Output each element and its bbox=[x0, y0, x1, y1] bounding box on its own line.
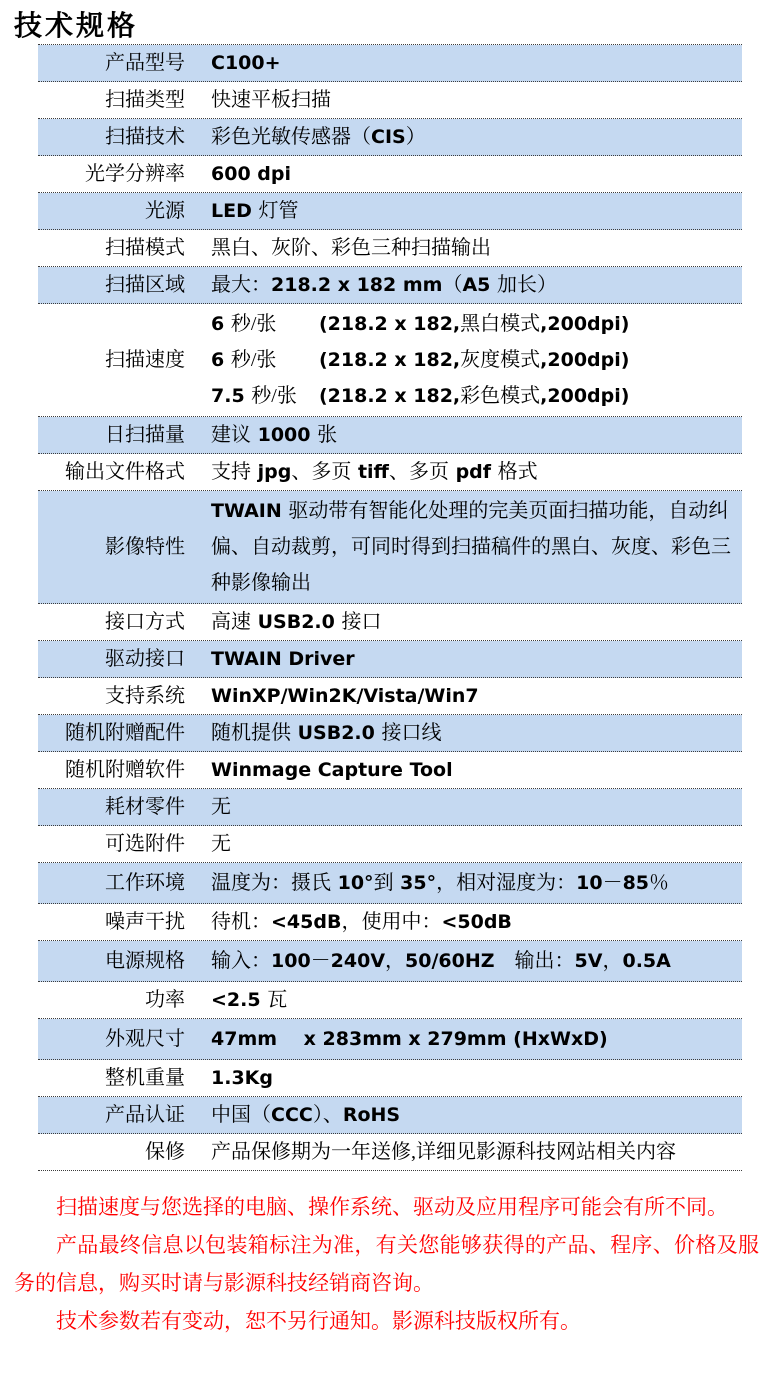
spec-value: TWAIN 驱动带有智能化处理的完美页面扫描功能，自动纠偏、自动裁剪，可同时得到扫描稿件的黑白、灰度、彩色三种影像输出 bbox=[211, 500, 731, 594]
table-row bbox=[38, 604, 742, 641]
spec-value bbox=[211, 306, 742, 414]
table-row bbox=[38, 678, 742, 715]
spec-label: 耗材零件 bbox=[105, 796, 185, 818]
spec-value: 47mm x 283mm x 279mm (HxWxD) bbox=[211, 1028, 608, 1050]
spec-label: 噪声干扰 bbox=[105, 911, 185, 933]
speed-line bbox=[211, 306, 736, 342]
table-row bbox=[38, 156, 742, 193]
table-row bbox=[38, 904, 742, 941]
table-row bbox=[38, 417, 742, 454]
spec-value: Winmage Capture Tool bbox=[211, 759, 453, 781]
spec-label: 产品认证 bbox=[105, 1104, 185, 1126]
spec-value: 随机提供 USB2.0 接口线 bbox=[211, 722, 442, 744]
spec-value: 快速平板扫描 bbox=[211, 89, 331, 111]
table-row bbox=[38, 267, 742, 304]
page-title: 技术规格 bbox=[14, 11, 139, 42]
table-row bbox=[38, 1060, 742, 1097]
speed-detail: (218.2 x 182,灰度模式,200dpi) bbox=[319, 349, 630, 371]
spec-value: 无 bbox=[211, 796, 231, 818]
spec-label: 随机附赠软件 bbox=[65, 759, 185, 781]
table-row bbox=[38, 789, 742, 826]
table-row bbox=[38, 863, 742, 904]
speed-line bbox=[211, 378, 736, 414]
table-row bbox=[38, 454, 742, 491]
table-row bbox=[38, 193, 742, 230]
spec-value: <2.5 瓦 bbox=[211, 989, 288, 1011]
spec-label: 扫描区域 bbox=[105, 274, 185, 296]
speed-line bbox=[211, 342, 736, 378]
spec-value: WinXP/Win2K/Vista/Win7 bbox=[211, 685, 479, 707]
spec-value: 输入：100－240V，50/60HZ 输出：5V，0.5A bbox=[211, 950, 671, 972]
speed-detail: (218.2 x 182,黑白模式,200dpi) bbox=[319, 313, 630, 335]
spec-value: C100+ bbox=[211, 52, 281, 74]
spec-label: 功率 bbox=[145, 989, 185, 1011]
spec-table bbox=[38, 44, 742, 1171]
speed-detail: (218.2 x 182,彩色模式,200dpi) bbox=[319, 385, 630, 407]
table-row bbox=[38, 641, 742, 678]
table-row bbox=[38, 491, 742, 604]
note-paragraph-2: 产品最终信息以包装箱标注为准，有关您能够获得的产品、程序、价格及服务的信息，购买时请与影源科技经销商咨询。 bbox=[14, 1233, 759, 1295]
spec-label: 接口方式 bbox=[105, 611, 185, 633]
speed-value: 6 秒/张 bbox=[211, 313, 277, 335]
spec-label: 电源规格 bbox=[105, 950, 185, 972]
spec-label: 扫描模式 bbox=[105, 237, 185, 259]
table-row bbox=[38, 45, 742, 82]
spec-label: 支持系统 bbox=[105, 685, 185, 707]
table-row bbox=[38, 304, 742, 417]
table-row bbox=[38, 826, 742, 863]
spec-label: 扫描类型 bbox=[105, 89, 185, 111]
spec-value: LED 灯管 bbox=[211, 200, 299, 222]
note-paragraph-1: 扫描速度与您选择的电脑、操作系统、驱动及应用程序可能会有所不同。 bbox=[56, 1195, 728, 1219]
spec-value: 黑白、灰阶、彩色三种扫描输出 bbox=[211, 237, 491, 259]
spec-value: 最大：218.2 x 182 mm（A5 加长） bbox=[211, 274, 558, 296]
spec-label: 可选附件 bbox=[105, 833, 185, 855]
spec-value: 1.3Kg bbox=[211, 1067, 273, 1089]
spec-value: 中国（CCC）、RoHS bbox=[211, 1104, 401, 1126]
table-row bbox=[38, 119, 742, 156]
table-row bbox=[38, 82, 742, 119]
table-row bbox=[38, 1019, 742, 1060]
spec-value: 产品保修期为一年送修,详细见影源科技网站相关内容 bbox=[211, 1141, 676, 1163]
spec-label: 扫描技术 bbox=[105, 126, 185, 148]
table-row bbox=[38, 982, 742, 1019]
spec-label: 输出文件格式 bbox=[65, 461, 185, 483]
spec-value: 600 dpi bbox=[211, 163, 291, 185]
spec-value: 建议 1000 张 bbox=[211, 424, 338, 446]
spec-label: 工作环境 bbox=[105, 872, 185, 894]
spec-label: 影像特性 bbox=[105, 536, 185, 558]
speed-value: 7.5 秒/张 bbox=[211, 385, 297, 407]
table-row bbox=[38, 230, 742, 267]
spec-value: 待机：<45dB，使用中：<50dB bbox=[211, 911, 512, 933]
spec-value: 支持 jpg、多页 tiff、多页 pdf 格式 bbox=[211, 461, 538, 483]
spec-label: 外观尺寸 bbox=[105, 1028, 185, 1050]
footnotes bbox=[14, 1188, 759, 1340]
spec-label: 日扫描量 bbox=[105, 424, 185, 446]
spec-value: 无 bbox=[211, 833, 231, 855]
speed-value: 6 秒/张 bbox=[211, 349, 277, 371]
note-paragraph-3: 技术参数若有变动，恕不另行通知。影源科技版权所有。 bbox=[56, 1309, 581, 1333]
table-row bbox=[38, 1097, 742, 1134]
spec-label: 整机重量 bbox=[105, 1067, 185, 1089]
spec-label: 光源 bbox=[145, 200, 185, 222]
spec-value: 高速 USB2.0 接口 bbox=[211, 611, 382, 633]
table-row bbox=[38, 752, 742, 789]
spec-value: 彩色光敏传感器（CIS） bbox=[211, 126, 426, 148]
spec-label: 随机附赠配件 bbox=[65, 722, 185, 744]
spec-label: 扫描速度 bbox=[105, 349, 185, 371]
spec-label: 产品型号 bbox=[105, 52, 185, 74]
table-row bbox=[38, 715, 742, 752]
table-row bbox=[38, 1134, 742, 1171]
spec-label: 保修 bbox=[145, 1141, 185, 1163]
table-row bbox=[38, 941, 742, 982]
spec-label: 驱动接口 bbox=[105, 648, 185, 670]
spec-value: TWAIN Driver bbox=[211, 648, 355, 670]
spec-label: 光学分辨率 bbox=[85, 163, 185, 185]
spec-value: 温度为：摄氏 10°到 35°，相对湿度为：10－85％ bbox=[211, 872, 670, 894]
